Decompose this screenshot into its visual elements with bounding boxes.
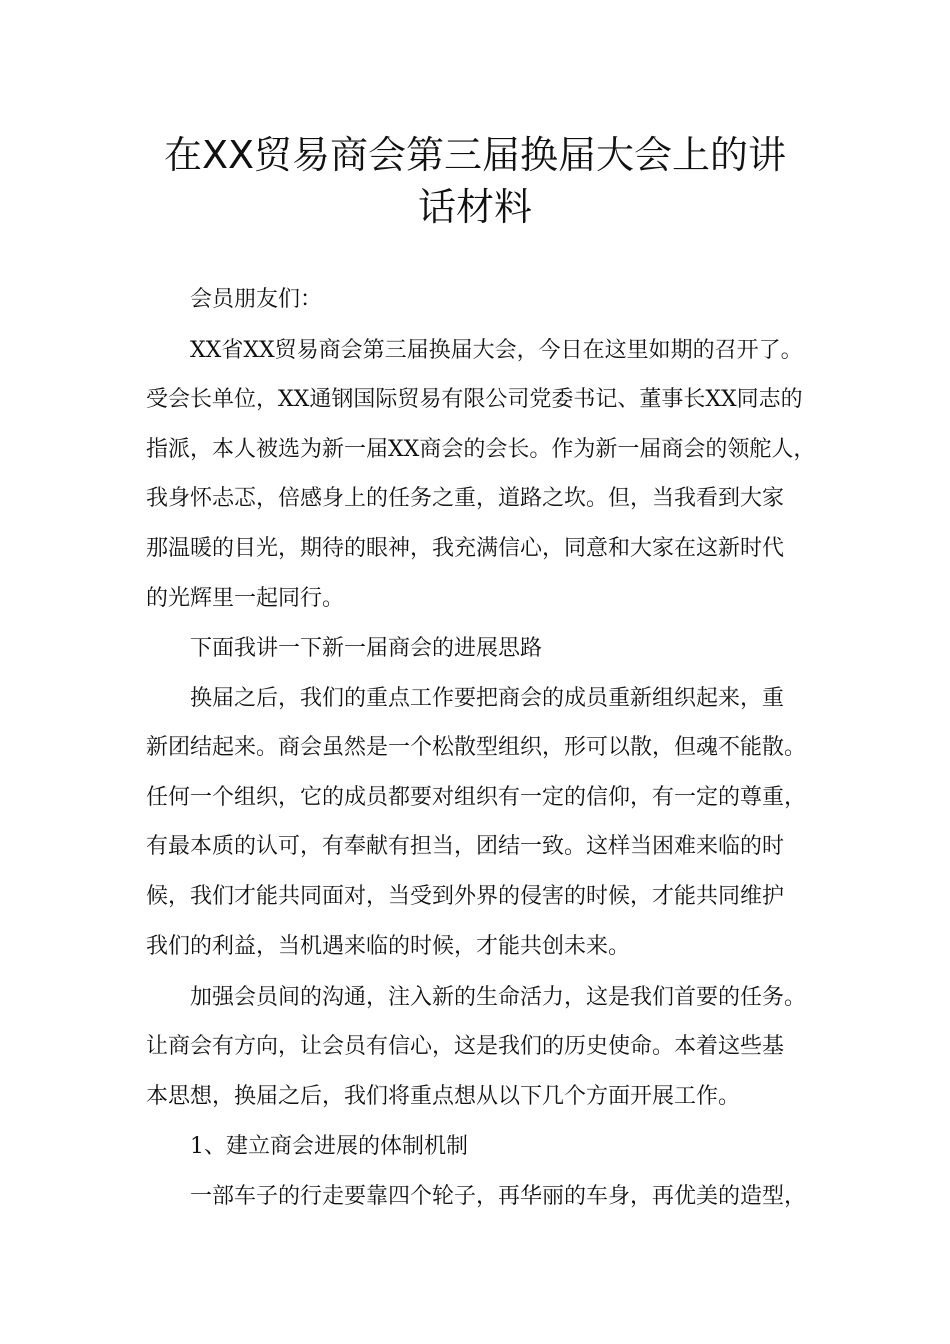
paragraph-line: 有最本质的认可，有奉献有担当，团结一致。这样当困难来临的时 [146,834,785,859]
paragraph-line: 那温暖的目光，期待的眼神，我充满信心，同意和大家在这新时代 [146,536,785,561]
paragraph-line: 的光辉里一起同行。 [146,586,345,611]
paragraph-line: 本思想，换届之后，我们将重点想从以下几个方面开展工作。 [146,1084,741,1109]
paragraph-line: 我身怀忐忑，倍感身上的任务之重，道路之坎。但，当我看到大家 [146,486,785,511]
salutation: 会员朋友们： [190,287,323,312]
paragraph-line: 指派，本人被选为新一届XX商会的会长。作为新一届商会的领舵人， [146,437,816,462]
section-heading: 下面我讲一下新一届商会的进展思路 [190,636,543,661]
paragraph-line: 候，我们才能共同面对，当受到外界的侵害的时候，才能共同维护 [146,884,785,909]
paragraph-line: 我们的利益，当机遇来临的时候，才能共创未来。 [146,934,631,959]
section-heading: 1、建立商会进展的体制机制 [190,1134,468,1159]
paragraph-line: XX省XX贸易商会第三届换届大会，今日在这里如期的召开了。 [190,338,803,363]
paragraph-line: 新团结起来。商会虽然是一个松散型组织，形可以散，但魂不能散。 [146,735,807,760]
paragraph-line: 一部车子的行走要靠四个轮子，再华丽的车身，再优美的造型， [190,1184,807,1209]
document-title-line-1: 在XX贸易商会第三届换届大会上的讲 [163,133,787,177]
paragraph-line: 受会长单位，XX通钢国际贸易有限公司党委书记、董事长XX同志的 [146,387,803,412]
paragraph-line: 让商会有方向，让会员有信心，这是我们的历史使命。本着这些基 [146,1034,785,1059]
paragraph-line: 加强会员间的沟通，注入新的生命活力，这是我们首要的任务。 [190,985,807,1010]
document-title-line-2: 话材料 [417,185,532,229]
paragraph-line: 任何一个组织，它的成员都要对组织有一定的信仰，有一定的尊重， [146,785,807,810]
paragraph-line: 换届之后，我们的重点工作要把商会的成员重新组织起来，重 [190,686,785,711]
